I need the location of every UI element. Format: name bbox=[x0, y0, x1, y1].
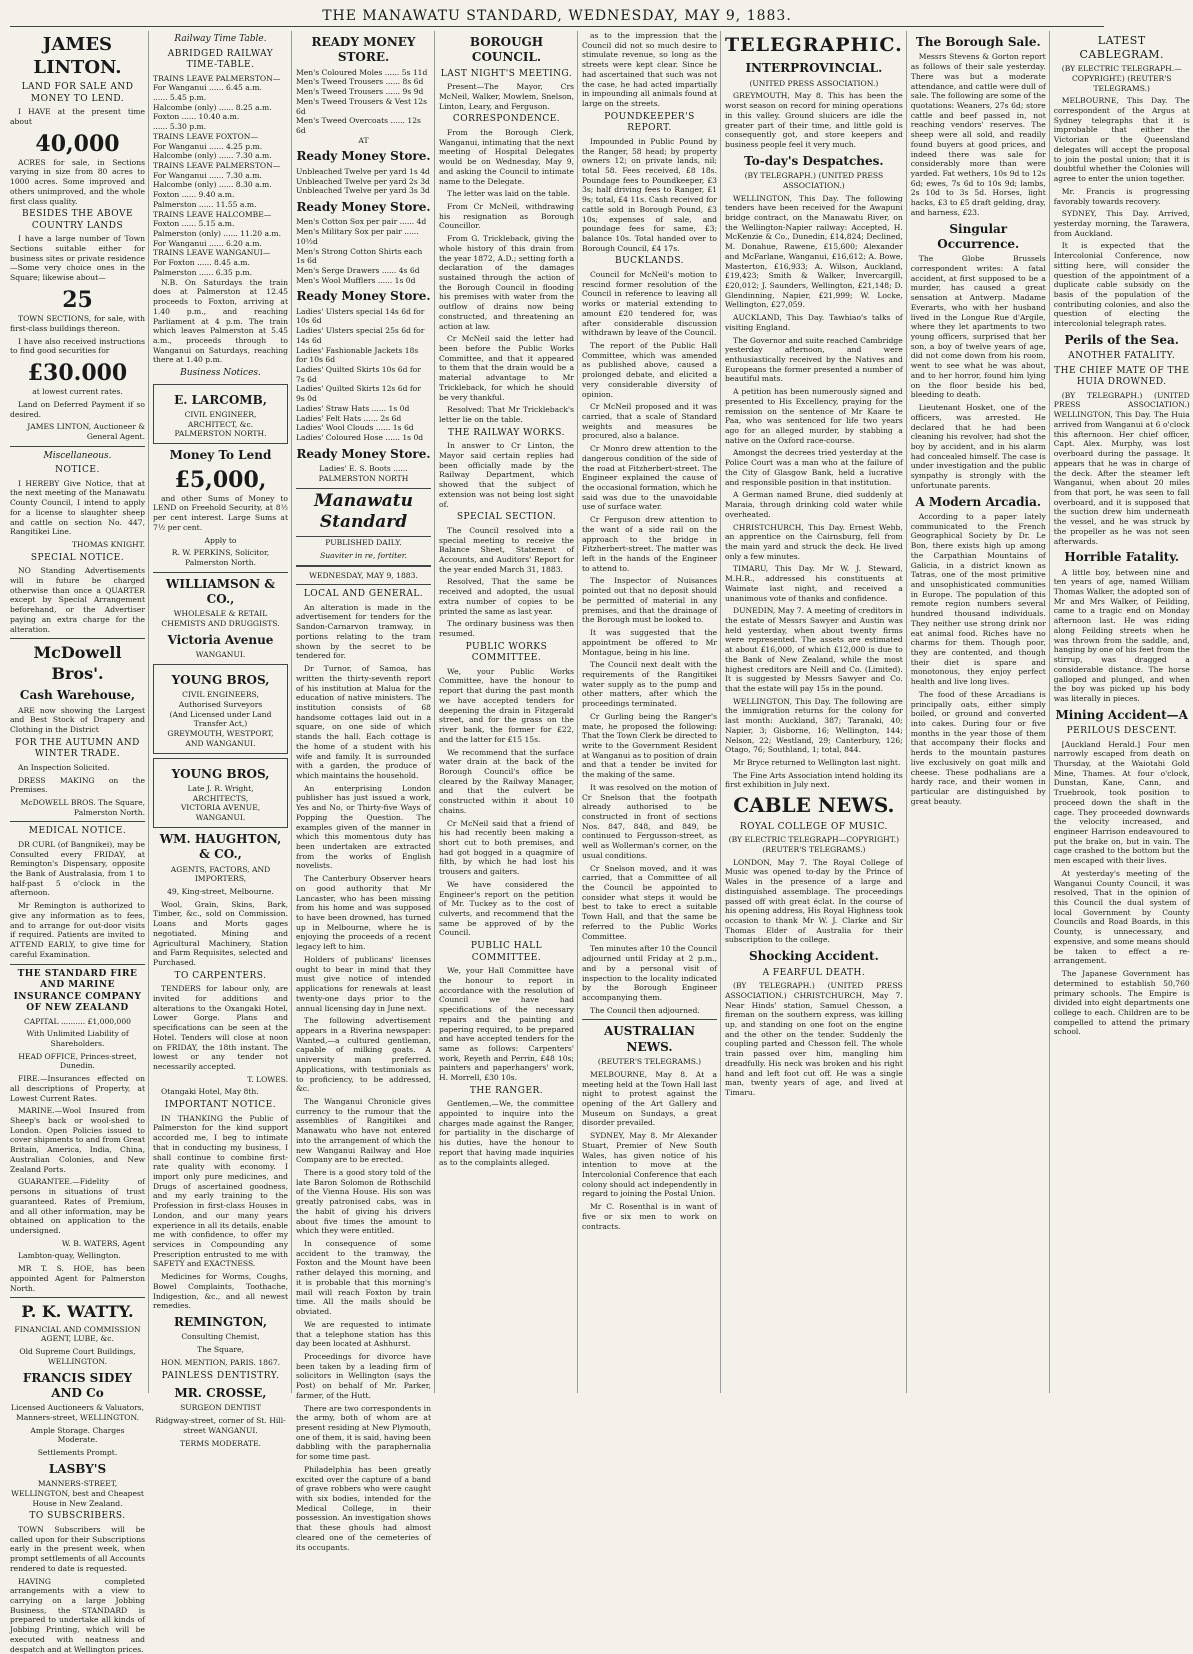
aus-p1: MELBOURNE, May 8. At a meeting held at the Town Hall last night to protest against the opening of the Art Gallery and Museum on Sundays, a great disorder prevailed. bbox=[582, 1069, 717, 1128]
haughton-sub: AGENTS, FACTORS, AND IMPORTERS, bbox=[170, 864, 271, 884]
borough-heading: BOROUGH COUNCIL. bbox=[469, 35, 544, 65]
column-3 bbox=[296, 31, 435, 1552]
williamson-sub: WHOLESALE & RETAIL CHEMISTS AND DRUGGISTS. bbox=[161, 609, 280, 629]
inter-heading: INTERPROVINCIAL. bbox=[745, 61, 883, 76]
shock-p: (BY TELEGRAPH.) (UNITED PRESS ASSOCIATION.) CHRISTCHURCH, May 7. Near Hinds' station, Samuel Chesson, a fireman on the southern express, was killing up, and standing on one foot on the engine and the other on the tender. Suddenly the coupling parted and Chesson fell. The whole train passed over him, mangling him dreadfully. His neck was broken and his right hand and left foot cut off. He was a single man, twenty years of age, and lived at Timaru. bbox=[725, 981, 903, 1097]
pwc-heading: PUBLIC WORKS COMMITTEE. bbox=[465, 641, 548, 664]
latest-p2: Mr. Francis is progressing favorably towards recovery. bbox=[1053, 186, 1190, 206]
mcdowell-title: McDowell Bros'. bbox=[33, 643, 122, 683]
rcm-p: LONDON, May 7. The Royal College of Music was opened to-day by the Prince of Wales in the presence of a large and distinguished assemblage. The proceedings passed off with great éclat. In the course of his opening address, His Royal Highness took occasion to thank Mr W. J. Clarke and Sir Thomas Elder of Australia for their subscription to the college. bbox=[725, 857, 903, 945]
borough-p2: From the Borough Clerk, Wanganui, intimating that the next meeting of Hospital Delegates would be on Wednesday, May 9, and asking the Council to intimate name to the Delegate. bbox=[439, 127, 574, 186]
ready-at: AT bbox=[358, 135, 369, 145]
cable-heading: CABLE NEWS. bbox=[733, 793, 895, 818]
rail-line: TRAINS LEAVE PALMERSTON— bbox=[153, 161, 281, 171]
latest-p4: It is expected that the Intercolonial Conference, now sitting here, will consider the question of the appointment of a duplicate cable subsidy on the basis of the population of the contributing colonies, and also the question of electing the intercolonial telegraph rates. bbox=[1053, 241, 1190, 329]
larcomb-addr: PALMERSTON NORTH. bbox=[174, 429, 267, 439]
notice-text: I HEREBY Give Notice, that at the next meeting of the Manawatu County Council, I intend to apply for a license to slaughter sheep and cattle on section No. 447, Rangitikei Line. bbox=[10, 478, 145, 537]
borough-p8: In answer to Cr Linton, the Mayor said certain replies had been officially made by the Railway Department, which showed that the subject of extension was not being lost sight of. bbox=[439, 441, 574, 509]
price-line: Ladies' Felt Hats ...... 2s 6d bbox=[296, 413, 402, 423]
price-line: Ladies' Ulsters special 14s 6d for 10s 6d bbox=[296, 306, 425, 326]
lend-amount: £5,000, bbox=[174, 466, 267, 493]
deferred: Land on Deferred Payment if so desired. bbox=[10, 399, 145, 419]
mcdowell-for: FOR THE AUTUMN AND WINTER TRADE. bbox=[15, 737, 140, 760]
price-line: Ladies' Ulsters special 25s 6d for 14s 6d bbox=[296, 326, 425, 345]
besides-heading: BESIDES THE ABOVE COUNTRY LANDS bbox=[21, 209, 134, 231]
money-text: I have also received instructions to find good securities for bbox=[10, 336, 145, 356]
borough-p11: The ordinary business was then resumed. bbox=[439, 619, 574, 638]
inter-sub: (UNITED PRESS ASSOCIATION.) bbox=[749, 78, 879, 88]
subscribers-heading: TO SUBSCRIBERS. bbox=[29, 1511, 126, 1522]
local-p12: There are two correspondents in the army, both of whom are at present residing at New Plymouth, one of them, it is said, having been dabbling with the paraphernalia for some time past. bbox=[296, 1403, 431, 1462]
borough-p14: Cr McNeil said that a friend of his had recently been making a short cut to both premises, and had got bogged in a quagmire of filth, by which he had lost his trousers and gaiters. bbox=[439, 818, 574, 877]
price-line: Ladies' Fashionable Jackets 18s for 10s 6d bbox=[296, 345, 419, 365]
sidey-title: FRANCIS SIDEY AND Co bbox=[22, 1370, 133, 1400]
cont-p13: Cr Snelson moved, and it was carried, that a Committee of all the Council be appointed to consider what steps it would be best to take to erect a suitable Town Hall, and that the same be referred to the Public Works Committee. bbox=[582, 863, 717, 941]
waters-sign: W. B. WATERS, Agent bbox=[61, 1238, 145, 1248]
price-line: Men's Tweed Trousers & Vest 12s 6d bbox=[296, 96, 427, 116]
price-line: Men's Strong Cotton Shirts each 1s 6d bbox=[296, 246, 423, 266]
medical-text-2: Mr Remington is authorized to give any information as to fees, and to arrange for out-door visits if required. Patients are invited to ATTEND EARLY, to give time for careful Examination. bbox=[10, 901, 145, 959]
local-p7: The Wanganui Chronicle gives currency to the rumour that the assemblies of Rangitikei and Manawatu who have not entered into the arrangement of which the new Wanganui Railway and Hoe Company are to be erected. bbox=[296, 1096, 431, 1165]
price-line: Ladies' Wool Clouds ...... 1s 6d bbox=[296, 423, 414, 433]
cont-p14: Ten minutes after 10 the Council adjourned until Friday at 2 p.m., and by a personal visit of inspection to the locality indicated by the Borough Engineer accompanying them. bbox=[582, 944, 717, 1002]
cont-p2: Impounded in Public Pound by the Ranger, 58 head; by property owners 12; on private lands, nil; total 58. Fees received, £8 18s. Poundage fees to Poundkeeper, £3 3s; half driving fees to Ranger, £1 9s; total, £4 11s. Cash received for cattle sold in Borough Pound, £3 10s; expenses of sale, and poundage fees for same, £3; balance 10s. Total handed over to Borough Council, £4 17s. bbox=[582, 136, 717, 253]
young2-sub2: ARCHITECTS, bbox=[192, 793, 249, 803]
ready-heading: READY MONEY STORE. bbox=[311, 35, 416, 65]
ready-name-1: Ready Money Store. bbox=[296, 149, 431, 164]
arcadia-p: According to a paper lately communicated to the French Geographical Society by Dr. Le Bon, there exists high up among the Carpathian Mountains of Galicia, in a district known as Tatras, one of the most primitive and unsophisticated communities in Europe. The population of this remote region numbers several hundred thousand individuals. They neither use strong drink nor eat animal food. Riches have no charms for them. Though poor, they are contented, and though their diet is spare and monotonous, they enjoy perfect health and live long lives. bbox=[910, 511, 1046, 687]
acres-text: ACRES for sale, in Sections varying in size from 80 acres to 1000 acres. Some improved and others unimproved, and the whole first class quality. bbox=[10, 157, 145, 206]
desp-p6: A German named Brune, died suddenly at Maraia, through drinking cold water while overheated. bbox=[725, 490, 903, 519]
cont-p7: Cr Ferguson drew attention to the want of a side rail on the approach to the bridge in Fitzherbert-street. The matter was left in the hands of the Engineer to attend to. bbox=[582, 515, 717, 573]
standard-heading: THE STANDARD FIRE AND MARINE INSURANCE COMPANY OF NEW ZEALAND bbox=[13, 968, 142, 1014]
column-5 bbox=[582, 31, 721, 1393]
rail-line: For Wanganui ...... 4.25 p.m. bbox=[153, 141, 263, 151]
head-office: HEAD OFFICE, Princes-street, Dunedin. bbox=[18, 1051, 137, 1071]
aus-p2: SYDNEY, May 8. Mr Alexander Stuart, Premier of New South Wales, has given notice of his intention to move at the Intercolonial Conference that each colony should act independently in regard to joining the Postal Union. bbox=[582, 1131, 717, 1199]
young2-sub: Late J. R. Wright, bbox=[187, 783, 254, 793]
carpenters-heading: TO CARPENTERS. bbox=[174, 970, 267, 981]
cont-p1: as to the impression that the Council did not so much desire to stimulate revenue, so long as the streets were kept clear. Since he had ascertained that such was not the case, he had acted impartially in impounding all animals found at large on the streets. bbox=[582, 31, 717, 109]
lasby-title: LASBY'S bbox=[48, 1461, 107, 1476]
rail-line: Palmerston ...... 11.55 a.m. bbox=[153, 199, 257, 209]
borough-p1: Present—The Mayor, Crs McNeil, Walker, Mowlem, Snelson, Linton, Leary, and Ferguson. bbox=[439, 82, 574, 111]
price-line: Men's Military Sox per pair ...... 10½d bbox=[296, 227, 419, 246]
notice-heading: NOTICE. bbox=[55, 465, 100, 476]
ready-addr: Ladies' E. S. Boots ...... PALMERSTON NORTH bbox=[318, 464, 409, 483]
paper-date: WEDNESDAY, MAY 9, 1883. bbox=[309, 570, 418, 580]
important-text: IN THANKING the Public of Palmerston for the kind support accorded me, I beg to intimate that in conducting my business, I shall continue to combine first-rate quality with economy. I import only pure medicines, and Drugs of ascertained goodness, and my early training to the Profession in first-class Houses in London, and our many years experience in all its details, enable me with confidence, to offer my services in Compounding any Prescription entrusted to me with SAFETY and EXACTNESS. bbox=[153, 1113, 288, 1269]
linton-title: JAMES LINTON. bbox=[33, 34, 122, 79]
desp-p5: Amongst the decrees tried yesterday at the Police Court was a man who at the failure of the City of Glasgow Bank, held a lucrative and responsible position in that institution. bbox=[725, 448, 903, 487]
lambton: Lambton-quay, Wellington. bbox=[18, 1251, 121, 1261]
local-p10: We are requested to intimate that a telephone station has this day been located at Ashhurst. bbox=[296, 1319, 431, 1349]
crosse-title: MR. CROSSE, bbox=[174, 1386, 267, 1401]
desp-sub: (BY TELEGRAPH.) (UNITED PRESS ASSOCIATION.) bbox=[744, 171, 884, 190]
rail-line: TRAINS LEAVE HALCOMBE— bbox=[153, 209, 272, 219]
dunedin-p: DUNEDIN, May 7. A meeting of creditors in the estate of Messrs Sawyer and Austin was held yesterday, when about twenty firms were represented. The assets are estimated at about £16,000, of which £12,000 is due to the Bank of New Zealand, while the most highest creditors are Neill and Co. (Limited). It is suggested by Messrs Sawyer and Co. that the estate will pay 15s in the pound. bbox=[725, 606, 903, 693]
borough-p13: We recommend that the surface water drain at the back of the Borough Council's office be cleared by the Railway Manager, and that the culvert be constructed within it about 10 chains. bbox=[439, 747, 574, 815]
mcdowell-text: ARE now showing the Largest and Best Stock of Drapery and Clothing in the District bbox=[10, 705, 145, 735]
rail-line: Foxton ...... 10.40 a.m. bbox=[153, 112, 240, 122]
rail-line: Palmerston (only) ...... 11.20 a.m. bbox=[153, 229, 281, 239]
column-8 bbox=[1054, 31, 1193, 1393]
crosse-sub: SURGEON DENTIST bbox=[180, 1403, 261, 1413]
rail-line: For Wanganui ...... 7.30 a.m. bbox=[153, 170, 262, 180]
young-sub: CIVIL ENGINEERS, bbox=[182, 690, 259, 700]
arcadia-p2: The food of these Arcadians is principally oats, either simply boiled, or ground and converted into cakes. During four or five months in the year those of them that accompany their flocks and herds to the mountain pastures live exclusively on goat milk and cheese. These podhalians are a hardy race, and their women in particular are distinguished by great beauty. bbox=[910, 689, 1046, 806]
young2-title: YOUNG BROS, bbox=[171, 766, 270, 781]
tele-heading: TELEGRAPHIC. bbox=[725, 34, 903, 56]
paper-title: Manawatu Standard bbox=[296, 488, 431, 538]
rcm-sub: (BY ELECTRIC TELEGRAPH—COPYRIGHT.) (REUTER'S TELEGRAMS.) bbox=[728, 835, 900, 855]
young-title: YOUNG BROS, bbox=[171, 672, 270, 687]
perils-heading: Perils of the Sea. bbox=[1064, 332, 1179, 347]
larcomb-title: E. LARCOMB, bbox=[174, 392, 267, 407]
borough-p5: From G. Trickleback, giving the whole history of this drain from the year 1872, A.D.; setting forth a declaration of the damages sustained through the action of the Borough Council in flooding his premises with water from the outflow of drains now being constructed, and threatening an action at law. bbox=[439, 234, 574, 331]
rail-line: Foxton ...... 9.40 a.m. bbox=[153, 190, 235, 200]
shock-heading: Shocking Accident. bbox=[748, 949, 879, 964]
price-line: Men's Cotton Sox per pair ...... 4d bbox=[296, 217, 427, 227]
price-line: Ladies' Quilted Skirts 12s 6d for 9s 0d bbox=[296, 384, 421, 404]
guarantee-text: GUARANTEE.—Fidelity of persons in situations of trust guaranteed. Rates of Premium, and all other information, may be obtained on application to the undersigned. bbox=[10, 1177, 145, 1235]
haughton-addr: 49, King-street, Melbourne. bbox=[167, 886, 274, 896]
column-6 bbox=[725, 31, 907, 1393]
young-sub2: Authorised Surveyors bbox=[178, 700, 263, 709]
shock-sub: A FEARFUL DEATH. bbox=[762, 967, 866, 978]
corr-heading: CORRESPONDENCE. bbox=[452, 114, 561, 125]
aus-heading: AUSTRALIAN NEWS. bbox=[604, 1024, 695, 1054]
borough-p3: The letter was laid on the table. bbox=[447, 189, 570, 199]
price-line: Unbleached Twelve per yard 3s 3d bbox=[296, 186, 430, 196]
price-line: Unbleached Twelve per yard 2s 3d bbox=[296, 176, 430, 186]
local-p11: Proceedings for divorce have been taken by a leading firm of solicitors in Wellington (says the Post) on behalf of Mr. Parker, farmer, of the Hutt. bbox=[296, 1351, 431, 1400]
young-sub3: (And Licensed under Land Transfer Act,) bbox=[169, 709, 272, 729]
latest-p3: SYDNEY, This Day. Arrived, yesterday morning, the Tarawera, from Auckland. bbox=[1053, 209, 1190, 238]
williamson-title: WILLIAMSON & CO., bbox=[165, 576, 276, 607]
young2-ad bbox=[153, 758, 288, 828]
cont-p9: It was suggested that the appointment be offered to Mr Montague, being in his line. bbox=[582, 628, 717, 657]
painless-heading: PAINLESS DENTISTRY. bbox=[161, 1370, 280, 1381]
medical-heading: MEDICAL NOTICE. bbox=[28, 826, 127, 837]
linton-body: I HAVE at the present time about bbox=[10, 107, 145, 126]
rcm-heading: ROYAL COLLEGE OF MUSIC. bbox=[739, 821, 888, 832]
sidey-sub: Licensed Auctioneers & Valuators, Manners-street, WELLINGTON. bbox=[10, 1403, 145, 1423]
arcadia-heading: A Modern Arcadia. bbox=[915, 494, 1042, 509]
borough-p4: From Cr McNeil, withdrawing his resignation as Borough Councillor. bbox=[439, 201, 574, 231]
column-1 bbox=[10, 31, 149, 1654]
cont-p3: Council for McNeil's motion to rescind former resolution of the Council in reference to leaving all works or material extending to amount £20 tendered for, was after considerable discussion withdrawn by leave of the Council. bbox=[582, 269, 717, 338]
latest-heading: LATEST CABLEGRAM. bbox=[1079, 34, 1165, 62]
larcomb-sub2: ARCHITECT, &c. bbox=[187, 419, 254, 429]
perils-sub2: THE CHIEF MATE OF THE HUIA DROWNED. bbox=[1054, 365, 1190, 388]
sale-heading: The Borough Sale. bbox=[915, 35, 1041, 49]
money-amount: £30.000 bbox=[27, 359, 128, 386]
price-line: Unbleached Twelve per yard 1s 4d bbox=[296, 166, 430, 176]
cont-p11: Cr Gurling being the Ranger's mate, he proposed the following: That the Town Clerk be directed to write to the Government Resident at Wanganui as to position of drain and that a tender be invited for the making of the same. bbox=[582, 711, 717, 780]
christ-p: CHRISTCHURCH, This Day. Ernest Webb, an apprentice on the Cairnsburg, fell from the main yard and struck the deck. He lived only a few minutes. bbox=[725, 522, 903, 561]
price-line: Ladies' Coloured Hose ...... 1s 0d bbox=[296, 433, 424, 443]
young-addr: GREYMOUTH, WESTPORT, AND WANGANUI. bbox=[167, 729, 274, 748]
local-p1: An alteration is made in the advertisement for tenders for the Sandon-Carnarvon tramway, in portions relating to the tram shown by the secret to be tendered for. bbox=[296, 602, 431, 661]
local-p9: In consequence of some accident to the tramway, the Foxton and the Mount have been rather delayed this morning, and it is probable that this morning's mail will reach Foxton by train time. All the mails should be obviated. bbox=[296, 1239, 431, 1317]
rail-line: TRAINS LEAVE WANGANUI— bbox=[153, 248, 271, 258]
borough-p10: Resolved, That the same be received and adopted, the usual extra number of copies to be printed the same as last year. bbox=[439, 577, 574, 616]
ready-name-3: Ready Money Store. bbox=[296, 289, 431, 304]
borough-p6: Cr McNeil said the letter had been before the Public Works Committee, and that it appeared to them that the drain would be a material advantage to Mr Trickleback, for which he should be very thankful. bbox=[439, 334, 574, 402]
local-p5: Holders of publicans' licenses ought to bear in mind that they must give notice of intended applications for renewals at least twenty-one days prior to the annual licensing day in June next. bbox=[296, 954, 431, 1013]
remington-sub: Consulting Chemist, bbox=[181, 1332, 260, 1342]
cont-p15: The Council then adjourned. bbox=[590, 1005, 700, 1015]
public-hall-heading: PUBLIC HALL COMMITTEE. bbox=[470, 941, 543, 963]
cont-p4: The report of the Public Hall Committee, which was amended as published above, caused a prolonged debate, and elicited a very considerable diversity of opinion. bbox=[582, 340, 717, 399]
remington-addr: The Square, bbox=[197, 1345, 244, 1355]
watty-addr: Old Supreme Court Buildings, WELLINGTON. bbox=[19, 1347, 136, 1366]
aus-sub: (REUTER'S TELEGRAMS.) bbox=[597, 1057, 702, 1067]
rail-line: Foxton ...... 5.15 a.m. bbox=[153, 219, 235, 229]
price-line: Men's Wool Mufflers ...... 1s 0d bbox=[296, 275, 416, 285]
crosse-addr: Ridgway-street, corner of St. Hill-street WANGANUI. bbox=[155, 1416, 286, 1435]
rail-timetable bbox=[153, 74, 288, 278]
watty-title: P. K. WATTY. bbox=[21, 1302, 134, 1322]
cont-p6: Cr Monro drew attention to the dangerous condition of the side of the road at Fitzherbert-street. The Engineer explained the cause of the occasional formation, which he said was due to the unavoidable use of surface water. bbox=[582, 444, 717, 512]
desp-p1: WELLINGTON, This Day. The following tenders have been received for the Awapuni bridge contract, on the Manawatu River, on the Wellington-Napier railway: Accepted, H. McKenzie & Co., Dunedin, £14,824; Declined, M. Donahue, Rawene, £15,600; Alexander and McFarlane, Wanganui, £16,612; A. Bowe, Masterton, £16,933; A. Wilson, Auckland, £19,423; Smith & Walker, Invercargill, £20,012; J. Saunders, Wellington, £21,148; D. Glendinning, Napier, £21,999; W. Locke, Wellington, £27,059. bbox=[725, 193, 903, 310]
horrible-p: A little boy, between nine and ten years of age, named William Thomas Walker, the adopted son of Mr and Mrs Walker, of Feilding, came to a tragic end on Monday afternoon last. He was riding along Feilding streets when he was thrown from the saddle, and, hanging by one of his feet from the stirrup, was dragged a considerable distance. The horse galloped and plunged, and when the boy was picked up his body was literally in pieces. bbox=[1053, 567, 1190, 703]
remington-title: REMINGTON, bbox=[174, 1315, 267, 1330]
rail-line: TRAINS LEAVE FOXTON— bbox=[153, 131, 258, 141]
rail-line: For Foxton ...... 8.45 a.m. bbox=[153, 258, 250, 268]
horrible-heading: Horrible Fatality. bbox=[1064, 550, 1180, 565]
rail-line: ...... 5.45 p.m. bbox=[153, 92, 207, 102]
borough-sub: LAST NIGHT'S MEETING. bbox=[440, 68, 573, 79]
price-line: Men's Tweed Overcoats ...... 12s 6d bbox=[296, 116, 421, 136]
larcomb-ad bbox=[153, 384, 288, 445]
special-section-heading: SPECIAL SECTION. bbox=[456, 512, 557, 523]
mining-sub: PERILOUS DESCENT. bbox=[1066, 726, 1177, 737]
rail-abridged: ABRIDGED RAILWAY TIME-TABLE. bbox=[167, 48, 274, 71]
mcdowell-sub: Cash Warehouse, bbox=[19, 688, 136, 703]
local-p4: The Canterbury Observer hears on good authority that Mr Lancaster, who has been missing from his home and was supposed to have been drowned, has turned up in Melbourne, where he is enjoying the proceeds of a recent legacy left to him. bbox=[296, 874, 431, 952]
cont-p5: Cr McNeil proposed and it was carried, that a scale of Standard weights and measures be procured, also a balance. bbox=[582, 402, 717, 441]
ready-list-1 bbox=[296, 68, 431, 136]
price-line: Ladies' Quilted Skirts 10s 6d for 7s 6d bbox=[296, 365, 421, 384]
rail-line: For Wanganui ...... 6.20 a.m. bbox=[153, 238, 262, 248]
ready-list-2 bbox=[296, 167, 431, 196]
borough-p16: We, your Hall Committee have the honour to report in accordance with the resolution of Council we have had specifications of the necessary repairs and the painting and papering required, to be prepared and have accepted tenders for the same as follows: Carpenters' work, Reyeth and Perrin, £48 10s; painters and paperhangers' work, H. Morrell, £30 10s. bbox=[439, 966, 574, 1083]
watty-sub: FINANCIAL AND COMMISSION AGENT, LUBE, &c. bbox=[14, 1324, 141, 1344]
besides-text: I have a large number of Town Sections suitable either for business sites or private residence—Some very choice ones in the Square; likewise about— bbox=[10, 234, 145, 283]
tenders-sign: T. LOWES. bbox=[247, 1074, 288, 1084]
tenders-text: TENDERS for labour only, are invited for additions and alterations to the Oxangaki Hotel, Lower Gorge. Plans and specifications can be seen at the Hotel. Tenders will close at noon on FRIDAY, the 18th instant. The lowest or any tender not necessarily accepted. bbox=[153, 984, 288, 1071]
mining-heading: Mining Accident—A bbox=[1055, 707, 1188, 722]
price-line: Men's Coloured Moles ...... 5s 11d bbox=[296, 67, 428, 77]
young2-addr: VICTORIA AVENUE, WANGANUI. bbox=[180, 803, 261, 823]
fine-arts-p: The Fine Arts Association intend holding its first exhibition in July next. bbox=[725, 770, 903, 790]
columns bbox=[10, 31, 1190, 1654]
marine-text: MARINE.—Wool Insured from Sheep's back or wool-shed to London. Open Policies issued to cover shipments to and from Great Britain, America, India, China, Australian Colonies, and New Zealand Ports. bbox=[10, 1106, 145, 1174]
young-ad bbox=[153, 664, 288, 754]
special-text: NO Standing Advertisements will in future be charged otherwise than once a QUARTER except by Special Arrangement beforehand, or the Advertiser paying an extra charge for the alteration. bbox=[10, 566, 145, 634]
sale-p: Messrs Stevens & Gorton report as follows of their sale yesterday. There was but a moderate attendance, and cattle were dull of sale. The following are some of the quotations: Weaners, 27s 6d; store cattle and beef passed in, not reaching vendors' reserves. The sheep were all sold, and readily found buyers at good prices, and indeed there was sale for considerably more than were yarded. Fat wethers, 10s 9d to 12s 6d; ewes, 7s 6d to 10s 9d; lambs, 2s 10d to 3s 5d. Horses, light hacks, £3 to £5 draft gelding, dray, and harness, £23. bbox=[910, 52, 1046, 217]
rail-line: ...... 5.30 p.m. bbox=[153, 122, 207, 132]
sidey-line: Ample Storage. Charges Moderate. bbox=[30, 1425, 125, 1445]
immig-p: WELLINGTON, This Day. The following are the immigration returns for the colony for last month: Auckland, 387; Taranaki, 40; Napier, 3; Gisborne, 16; Wellington, 144; Nelson, 22; Westland, 29; Canterbury, 126; Otago, 76; Southland, 1; total, 844. bbox=[725, 696, 903, 755]
perils-p: (BY TELEGRAPH.) (UNITED PRESS ASSOCIATION.) WELLINGTON, This Day. The Huia arrived from Wanganui at 6 o'clock this afternoon. Her chief officer, Capt. Alex. Murphy, was lost overboard during the passage. It appears that he was in charge of the deck. After the steamer left Wanganui, when about 20 miles from that port, he was seen to fall overboard, and it is supposed that the suction drew him underneath the vessel, and he was struck by the propeller as he was not seen afterwards. bbox=[1053, 390, 1190, 546]
mcdowell-inspect: An Inspection Solicited. bbox=[18, 762, 110, 772]
timaru-p: TIMARU, This Day. Mr W. J. Steward, M.H.R., addressed his constituents at Waimate last night, and received a unanimous vote of thanks and confidence. bbox=[725, 564, 903, 603]
capital: CAPITAL .......... £1,000,000 bbox=[23, 1016, 132, 1026]
paper-daily: PUBLISHED DAILY. bbox=[325, 538, 402, 548]
local-p6: The following advertisement appears in a Riverina newspaper: Wanted,—a cultured gentleman, capable of milking goats. A university man preferred. Applications, with testimonials as to proficiency, to be addressed, &c. bbox=[296, 1016, 431, 1094]
mcdowell-dress: DRESS MAKING on the Premises. bbox=[10, 775, 145, 795]
lend-text: and other Sums of Money to LEND on Freehold Security, at 8½ per cent interest. Large Sums at 7½ per cent. bbox=[153, 493, 288, 532]
singular-heading: Singular Occurrence. bbox=[937, 221, 1020, 251]
ready-list-4 bbox=[296, 307, 431, 443]
lend-heading: Money To Lend bbox=[169, 448, 272, 463]
inter-p1: GREYMOUTH, May 8. This has been the worst season on record for mining operations in this valley. Ground sluicers are idle the greater part of their time, and little gold is consequently got, and store keepers and business people feel it very much. bbox=[725, 91, 903, 149]
lend-apply: Apply to bbox=[204, 535, 237, 545]
price-line: Ladies' Straw Hats ...... 1s 0d bbox=[296, 403, 410, 413]
having-text: HAVING completed arrangements with a view to carrying on a large Jobbing Business, the STANDARD is prepared to undertake all kinds of Jobbing Printing, which will be executed with neatness and despatch and at Wellington prices. bbox=[10, 1576, 145, 1654]
haughton-title: WM. HAUGHTON, & CO., bbox=[159, 831, 282, 862]
despatches-heading: To-day's Despatches. bbox=[744, 153, 884, 168]
column-2 bbox=[153, 31, 292, 1448]
lend-who: R. W. PERKINS, Solicitor, Palmerston North. bbox=[171, 548, 270, 567]
local-p8: There is a good story told of the late Baron Solomon de Rothschild of the Vienna House. His son was greatly patronised cabs, was in the habit of giving his drivers about five times the amount to which they were entitled. bbox=[296, 1168, 431, 1236]
rail-heading: Railway Time Table. bbox=[174, 34, 267, 44]
column-4 bbox=[439, 31, 578, 1393]
important-heading: IMPORTANT NOTICE. bbox=[164, 1100, 277, 1111]
local-heading: LOCAL AND GENERAL. bbox=[303, 589, 424, 600]
cont-p8: The Inspector of Nuisances pointed out that no deposit should be permitted of material in any premises, and that the drainage of the Borough must be looked to. bbox=[582, 576, 717, 625]
cont-p12: It was resolved on the motion of Cr Snelson that the footpath already authorised to be constructed in front of sections Nos. 847, 848, and 849, be continued to Fergusson-street, as well as Wollerman's corner, on the usual conditions. bbox=[582, 782, 717, 860]
rail-line: Halcombe (only) ...... 8.25 a.m. bbox=[153, 102, 272, 112]
aus-p3: Mr C. Rosenthal is in want of five or six men to work on contracts. bbox=[582, 1202, 717, 1231]
crosse-terms: TERMS MODERATE. bbox=[179, 1438, 262, 1448]
rail-line: Halcombe (only) ...... 8.30 a.m. bbox=[153, 180, 272, 190]
borough-p15: We have considered the Engineer's report on the petition of Mr. Tuckey as to the cost of culverts, and recommend that the same be approved of by the Council. bbox=[439, 879, 574, 938]
lasby-text: MANNERS-STREET, WELLINGTON, best and Cheapest House in New Zealand. bbox=[11, 1479, 144, 1508]
rail-line: For Wanganui ...... 6.45 a.m. bbox=[153, 83, 262, 93]
hoe-notice: MR T. S. HOE, has been appointed Agent for Palmerston North. bbox=[10, 1264, 145, 1293]
special-heading: SPECIAL NOTICE. bbox=[30, 552, 125, 563]
money-rate: at lowest current rates. bbox=[32, 387, 123, 397]
borough-p7: Resolved: That Mr Trickleback's letter lie on the table. bbox=[439, 405, 574, 425]
price-line: Men's Serge Drawers ...... 4s 6d bbox=[296, 265, 420, 275]
price-line: Men's Tweed Trousers ...... 8s 6d bbox=[296, 77, 424, 87]
acres-number: 40,000 bbox=[35, 130, 120, 157]
linton-sub: LAND FOR SALE AND MONEY TO LEND. bbox=[21, 82, 134, 104]
rail-nb: N.B. On Saturdays the train does at Palmerston at 12.45 proceeds to Foxton, arriving at 1.40 p.m., and reaching Parliament at 4 p.m. The train which leaves Palmerston at 5.45 a.m., proceeds through to Wanganui on Saturdays, reaching there at 1.40 p.m. bbox=[153, 277, 288, 365]
paper-motto: Suaviter in re, fortiter. bbox=[320, 550, 407, 560]
fire-text: FIRE.—Insurances effected on all descriptions of Property, at Lowest Current Rates. bbox=[10, 1074, 145, 1103]
perils-sub: ANOTHER FATALITY. bbox=[1068, 351, 1176, 362]
capital-sub: With Unlimited Liability of Shareholders. bbox=[26, 1029, 129, 1049]
larcomb-sub: CIVIL ENGINEER, bbox=[184, 409, 257, 419]
masthead: THE MANAWATU STANDARD, WEDNESDAY, MAY 9, 1883. bbox=[10, 8, 1104, 27]
railway-heading: THE RAILWAY WORKS. bbox=[448, 427, 565, 438]
settlements: Settlements Prompt. bbox=[37, 1448, 118, 1458]
ready-list-3 bbox=[296, 217, 431, 285]
notice-sign: THOMAS KNIGHT. bbox=[71, 540, 145, 550]
bucklands-heading: BUCKLANDS. bbox=[614, 256, 685, 267]
remington-hon: HON. MENTION, PARIS. 1867. bbox=[160, 1357, 281, 1367]
singular-p2: Lieutenant Hosket, one of the officers, was arrested. He declared that he had been cleaning his revolver, had shot the boy by accident, and in his alarm had concealed himself. The case is under investigation and the public sympathy is strongly with the unfortunate parents. bbox=[910, 403, 1046, 490]
singular-p: The Globe Brussels correspondent writes: A fatal accident, at first supposed to be a murder, has caused a great sensation at Antwerp. Madame Everarts, who with her husband lived in the Longue Rue d'Argile, where they let apartments to two young officers, surprised that her son, a boy of twelve years of age, did not come down from his room, went to see what he was about, and to her horror, found him lying on the floor beside his bed, bleeding to death. bbox=[910, 254, 1046, 400]
column-7 bbox=[911, 31, 1050, 1393]
local-p2: Dr Turnor, of Samoa, has written the thirty-seventh report of his institution at Malua for the education of native ministers. The institution consists of 68 handsome cottages laid out in a square, on one side of which stands the hall. Each cottage is the home of a student with his wife and family. It is surrounded with a garden, the produce of which maintains the household. bbox=[296, 664, 431, 780]
rail-line: TRAINS LEAVE PALMERSTON— bbox=[153, 73, 281, 83]
mining-p: [Auckland Herald.] Four men narrowly escaped from death on Thursday, at the Waiotahi Gold Mine, Thames. At four o'clock, Dunstan, Kane, Cann, and Truebrook, took position to proceed down the shaft in the cage. They proceeded downwards the velocity increased, and engineer Harrison endeavoured to put the brake on, but in vain. The cage crashed to the bottom but the men escaped with their lives. bbox=[1053, 739, 1190, 866]
rail-line: Halcombe (only) ...... 7.30 a.m. bbox=[153, 151, 272, 161]
desp-p2: AUCKLAND, This Day. Tawhiao's talks of visiting England. bbox=[725, 313, 903, 332]
important-text-2: Medicines for Worms, Coughs, Bowel Complaints, Toothache, Indigestion, &c., and all newest remedies. bbox=[153, 1272, 288, 1311]
latest-p1: MELBOURNE, This Day. The correspondent of the Argus at Sydney telegraphs that it is improbable that either the Victorian or the Queensland delegates will accept the proposal to join the postal union; that it is doubtful whether the Colonies will agree to enter the union together. bbox=[1053, 96, 1190, 184]
mcdowell-addr: McDOWELL BROS. The Square, Palmerston North. bbox=[20, 797, 145, 817]
borough-p9: The Council resolved into a special meeting to receive the Balance Sheet, Statement of Accounts, and Auditors' Report for the year ended March 31, 1883. bbox=[439, 525, 574, 574]
williamson-addr: Victoria Avenue bbox=[167, 632, 274, 647]
latest-sub: (BY ELECTRIC TELEGRAPH.—COPYRIGHT.) (REUTER'S TELEGRAMS.) bbox=[1061, 64, 1182, 93]
subscribers-text: TOWN Subscribers will be called upon for their Subscriptions early in the present week, when prompt settlements of all Accounts rendered to date is requested. bbox=[10, 1524, 145, 1573]
desp-p3: The Governor and suite reached Cambridge yesterday afternoon, and were enthusiastically received by the Natives and Europeans the former presented a number of beautiful mats. bbox=[725, 335, 903, 384]
linton-sign: JAMES LINTON, Auctioneer & General Agent. bbox=[27, 422, 145, 441]
business-heading: Business Notices. bbox=[180, 368, 261, 379]
rail-line: Palmerston ...... 6.35 p.m. bbox=[153, 267, 252, 277]
town-number: 25 bbox=[62, 286, 93, 313]
desp-p4: A petition has been numerously signed and presented to His Excellency, praying for the remission on the sentence of Mr Kaare te Paa, who was sentenced for life two years ago for an alleged murder, by stabbing a native on the Oxford race-course. bbox=[725, 387, 903, 445]
local-p13: Philadelphia has been greatly excited over the capture of a band of grave robbers who were caught with six bodies, intended for the Medical College, in their possession. An investigation shows that these ghouls had almost cleared one of the cemeteries of its occupants. bbox=[296, 1464, 432, 1552]
borough-p17: Gentlemen,—We, the committee appointed to inquire into the charges made against the Ranger, for partiality in the discharge of his duties, have the honour to report that having made inquiries as to the complaints alleged. bbox=[439, 1099, 574, 1167]
cont-p10: The Council next dealt with the requirements of the Rangitikei water supply as to the pump and other matters, after which the proceedings terminated. bbox=[582, 660, 717, 709]
tenders-date: Otangaki Hotel, May 8th. bbox=[161, 1087, 259, 1097]
town-text: TOWN SECTIONS, for sale, with first-class buildings thereon. bbox=[10, 314, 145, 333]
ready-name-2: Ready Money Store. bbox=[296, 199, 431, 214]
price-line: Men's Tweed Trousers ...... 9s 9d bbox=[296, 87, 424, 97]
poundkeeper-heading: POUNDKEEPER'S REPORT. bbox=[604, 111, 695, 134]
mining-p2: At yesterday's meeting of the Wanganui County Council, it was resolved, That in the opinion of this Council the dual system of local Government by County Councils and Road Boards, in this County, is unnecessary, and expensive, and some means should be taken to effect a re-arrangement. bbox=[1053, 868, 1190, 966]
mining-p3: The Japanese Government has determined to establish 50,760 primary schools. The Empire is divided into eight departments one college to each. Children are to be compelled to attend the primary school. bbox=[1053, 969, 1190, 1037]
medical-text: DR CURL (of Bangnikei), may be Consulted every FRIDAY, at Remington's Dispensary, opposite the Bank of Australasia, from 1 to half-past 5 o'clock in the afternoon. bbox=[10, 839, 145, 898]
haughton-text: Wool, Grain, Skins, Bark, Timber, &c., sold on Commission. Loans and Morts gages negotiated. Mining and Agricultural Machinery, Station and Farm Requisites, selected and Purchased. bbox=[153, 899, 288, 968]
misc-heading: Miscellaneous. bbox=[43, 450, 112, 461]
ranger-heading: THE RANGER. bbox=[469, 1085, 544, 1096]
borough-p12: We, your Public Works Committee, have the honour to report that during the past month we have accepted tenders for deepening the drain in Fitzgerald street, and for the grass on the river bank, the former for £22, and the latter for £15 15s. bbox=[439, 666, 574, 744]
ready-name-4: Ready Money Store. bbox=[296, 446, 431, 461]
local-p3: An enterprising London publisher has just issued a work, Yes and No, or Thirty-five Ways of Popping the Question. The examples given of the manner in which this momentous duty has been undertaken are extracted from the works of English novelists. bbox=[296, 783, 431, 871]
williamson-town: WANGANUI. bbox=[195, 650, 246, 660]
bryce-p: Mr Bryce returned to Wellington last night. bbox=[733, 758, 901, 768]
